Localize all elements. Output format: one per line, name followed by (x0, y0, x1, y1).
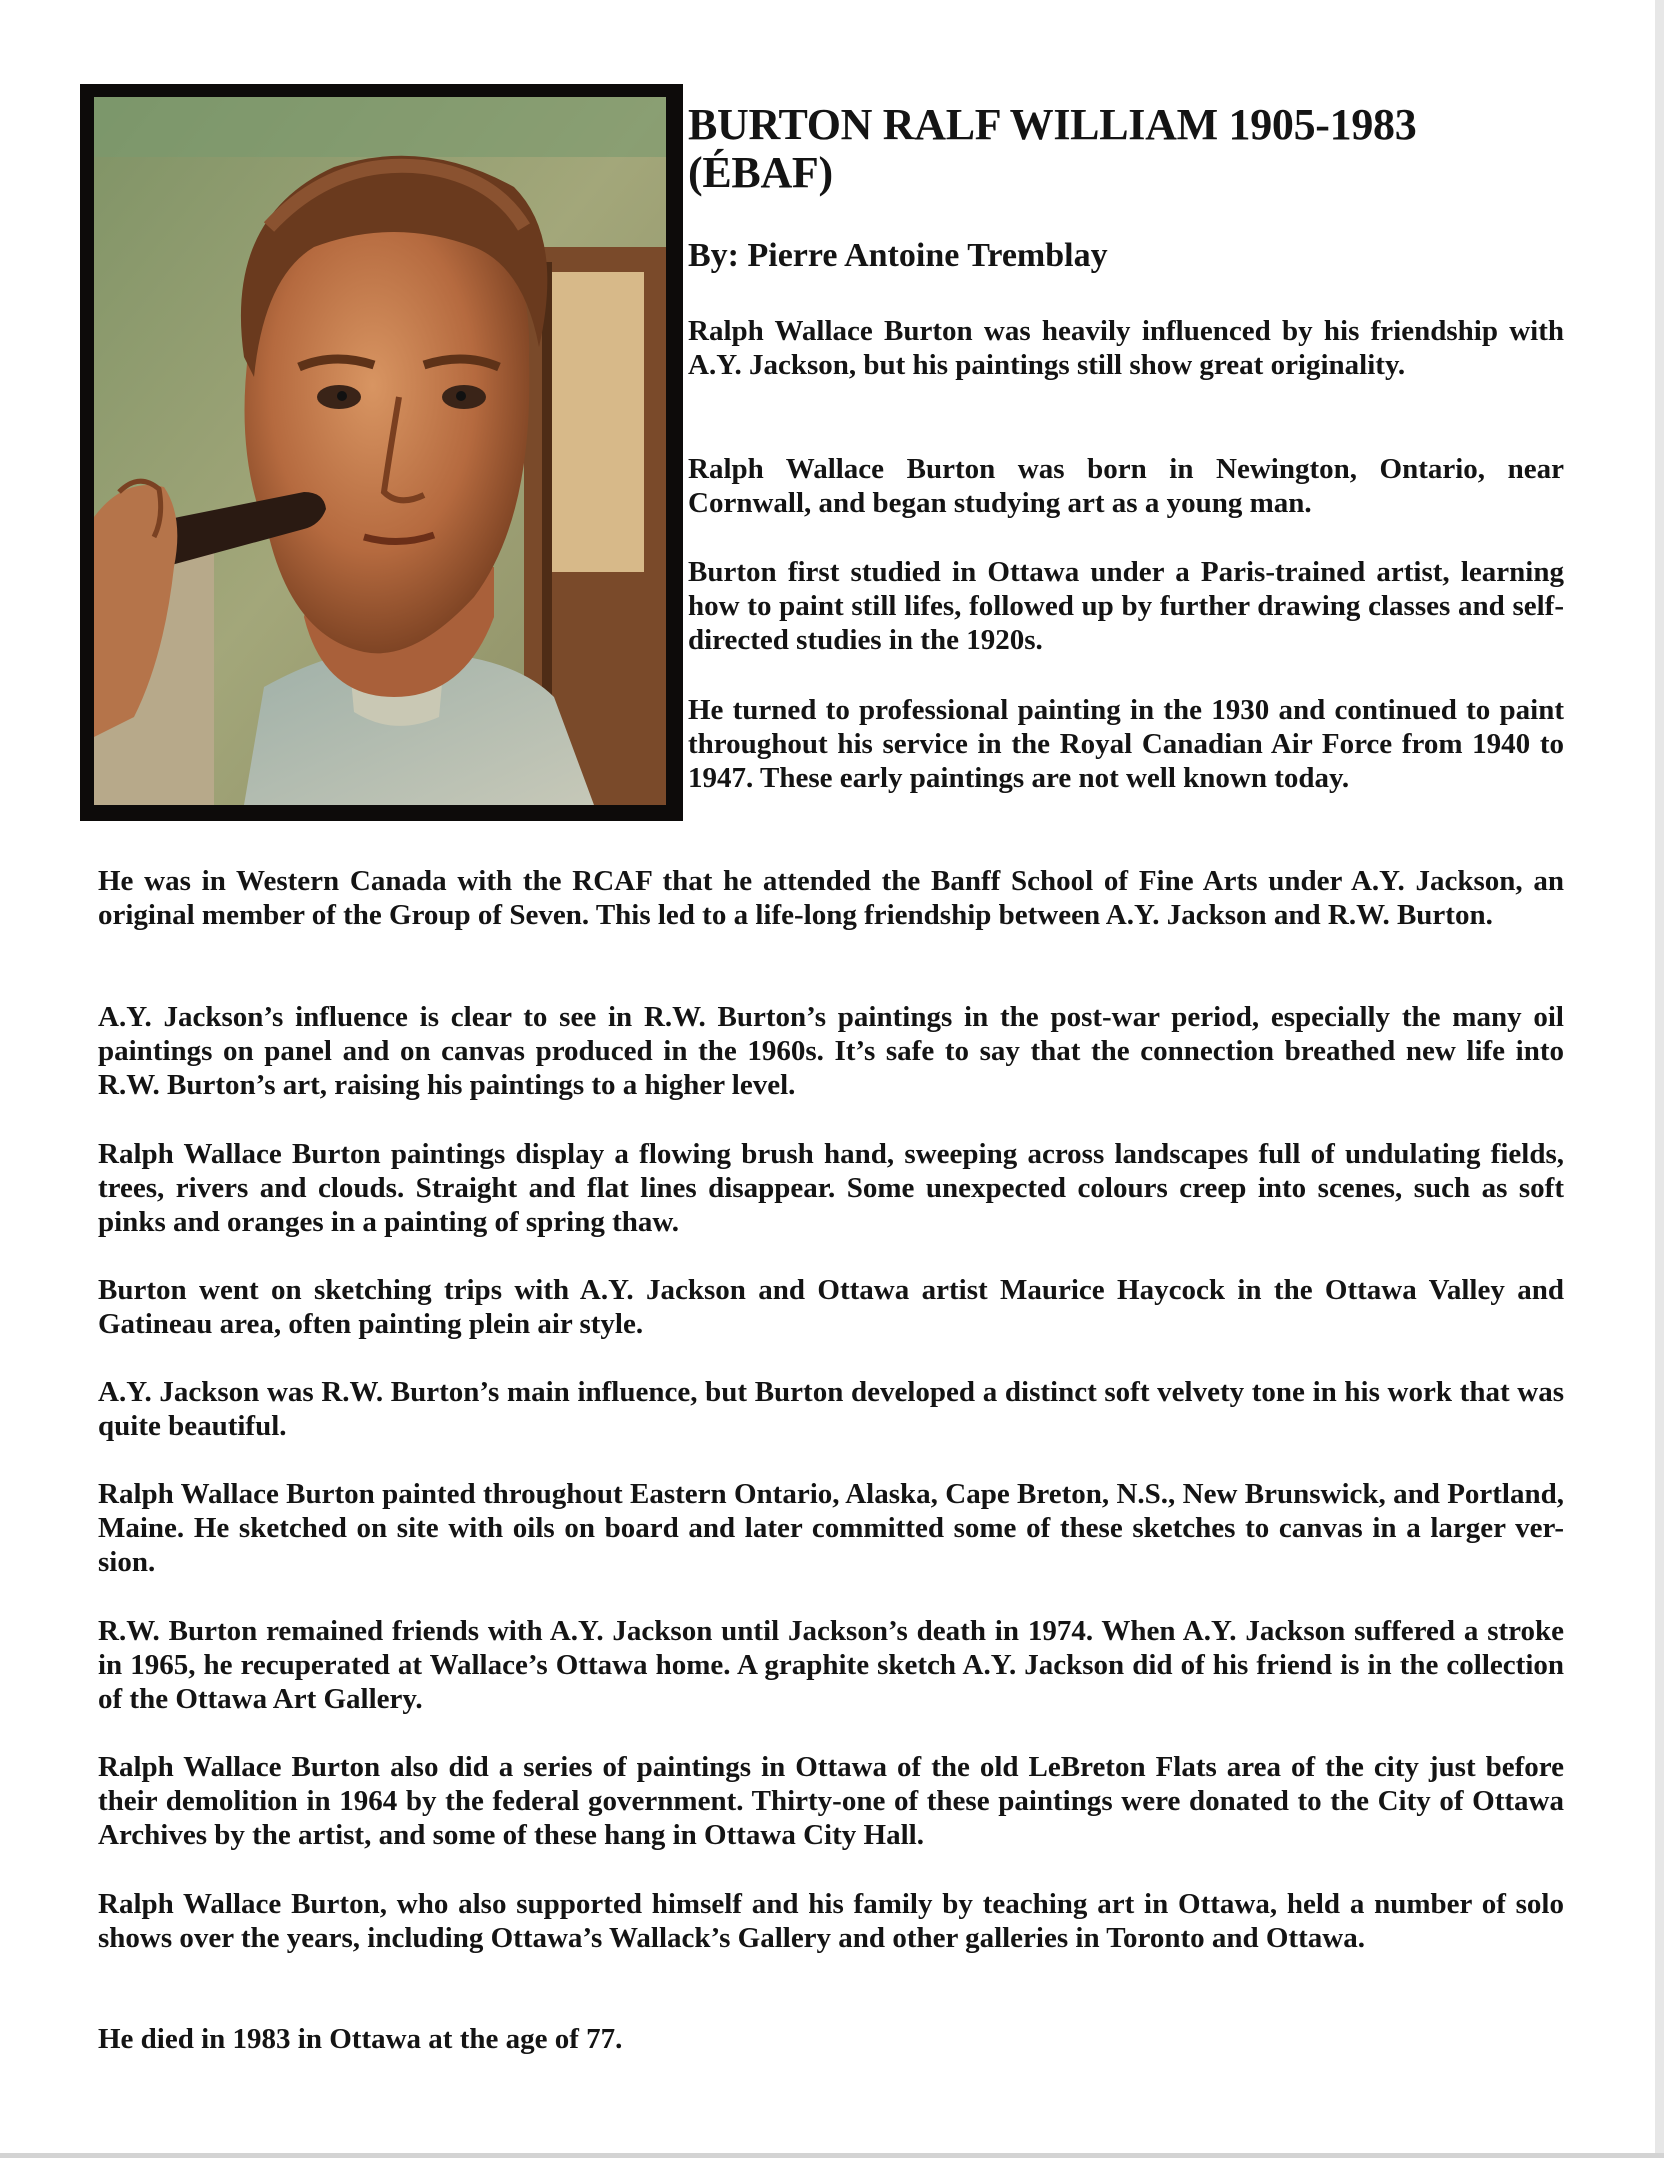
article-title (688, 101, 1416, 197)
paragraph-7: Ralph Wallace Burton paintings display a flowing brush hand, sweeping across landscapes full of undulating fields, trees, rivers and clouds. Straight and flat lines disappear. Some unexpected colours creep into scenes, such as soft pinks and oranges in a painting of spring thaw. (98, 1138, 1564, 1238)
paragraph-13: Ralph Wallace Burton, who also supported himself and his family by teaching art in Ottawa, held a number of solo shows over the years, including Ottawa’s Wallack’s Gallery and other galleries in Toronto and Ottawa. (98, 1888, 1564, 1954)
title-line-1: BURTON RALF WILLIAM 1905-1983 (688, 100, 1417, 149)
paragraph-4: He turned to professional painting in the 1930 and continued to paint throughout his service in the Royal Canadian Air Force from 1940 to 1947. These early paintings are not well known today. (688, 694, 1564, 794)
paragraph-2: Ralph Wallace Burton was born in Newington, Ontario, near Cornwall, and began studying art as a young man. (688, 453, 1564, 519)
paragraph-6: A.Y. Jackson’s influence is clear to see in R.W. Burton’s paintings in the post-war period, especially the many oil paintings on panel and on canvas produced in the 1960s. It’s safe to say that the connection breathed new life into R.W. Burton’s art, raising his paintings to a higher level. (98, 1001, 1564, 1101)
paragraph-14: He died in 1983 in Ottawa at the age of 77. (98, 2023, 623, 2055)
self-portrait-image (80, 84, 683, 821)
byline: By: Pierre Antoine Tremblay (688, 237, 1108, 274)
paragraph-3: Burton first studied in Ottawa under a Paris-trained artist, learning how to paint still lifes, followed up by further drawing classes and self-directed studies in the 1920s. (688, 556, 1564, 656)
title-line-2: (ÉBAF) (688, 148, 833, 197)
portrait-painting-icon (94, 97, 666, 805)
paragraph-8: Burton went on sketching trips with A.Y. Jackson and Ottawa artist Maurice Haycock in the Ottawa Valley and Gatineau area, often painting plein air style. (98, 1274, 1564, 1340)
scan-right-edge (1655, 0, 1664, 2158)
paragraph-11: R.W. Burton remained friends with A.Y. Jackson until Jackson’s death in 1974. When A.Y. Jackson suffered a stroke in 1965, he recuperated at Wallace’s Ottawa home. A graphite sketch A.Y. Jackson did of his friend is in the collection of the Ottawa Art Gallery. (98, 1615, 1564, 1715)
paragraph-1: Ralph Wallace Burton was heavily influenced by his friendship with A.Y. Jackson, but his paintings still show great originality. (688, 315, 1564, 381)
paragraph-9: A.Y. Jackson was R.W. Burton’s main influence, but Burton developed a distinct soft velvety tone in his work that was quite beautiful. (98, 1376, 1564, 1442)
paragraph-5: He was in Western Canada with the RCAF that he attended the Banff School of Fine Arts under A.Y. Jackson, an original member of the Group of Seven. This led to a life-long friendship between A.Y. Jackson and R.W. Burton. (98, 865, 1564, 931)
scan-bottom-edge (0, 2153, 1664, 2158)
paragraph-10: Ralph Wallace Burton painted throughout Eastern Ontario, Alaska, Cape Breton, N.S., New Brunswick, and Portland, Maine. He sketched on site with oils on board and later committed some of these sketches to canvas in a larger ver-sion. (98, 1478, 1564, 1578)
paragraph-12: Ralph Wallace Burton also did a series of paintings in Ottawa of the old LeBreton Flats area of the city just before their demolition in 1964 by the federal government. Thirty-one of these paintings were donated to the City of Ottawa Archives by the artist, and some of these hang in Ottawa City Hall. (98, 1751, 1564, 1851)
